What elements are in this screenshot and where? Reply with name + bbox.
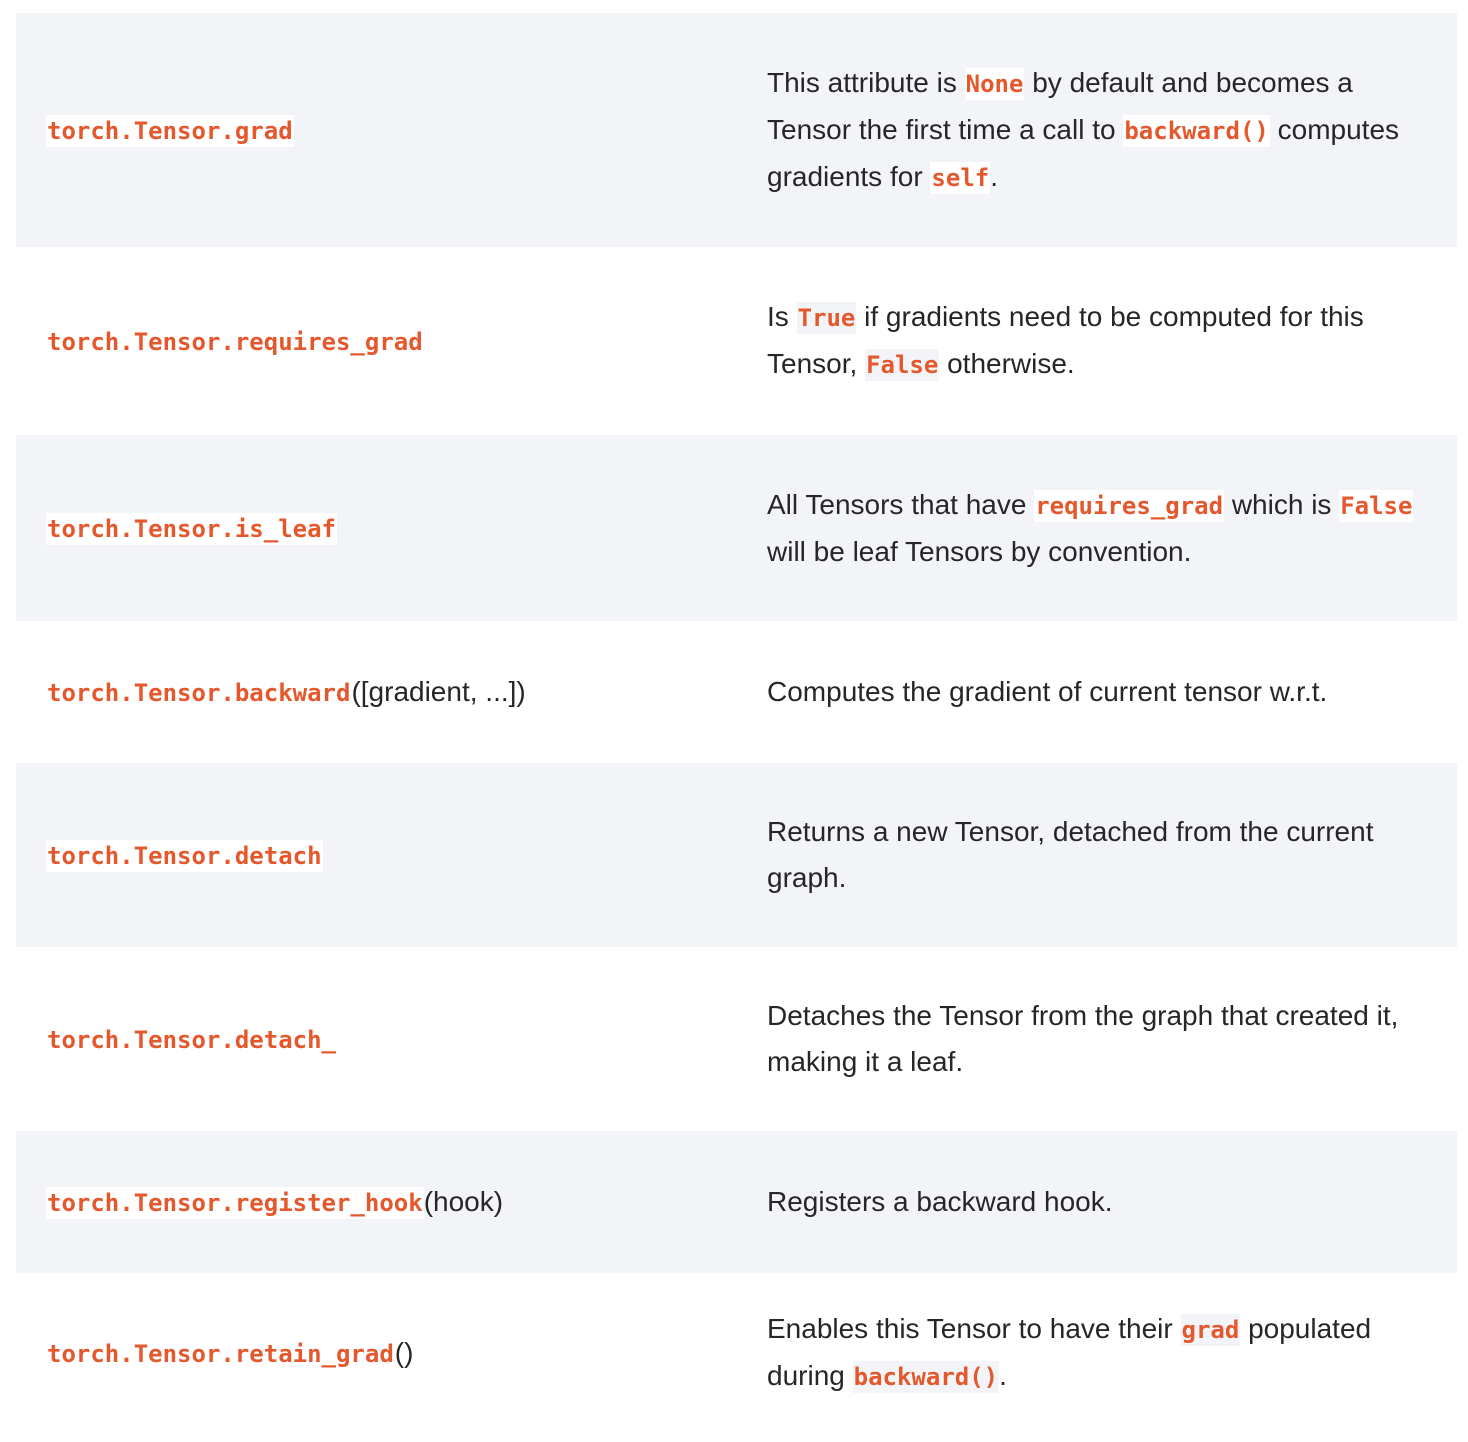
table-row	[16, 1273, 1457, 1433]
desc-text: which is	[1224, 488, 1340, 520]
api-name-cell	[16, 1179, 767, 1226]
api-name-cell	[16, 107, 767, 154]
desc-text: Computes the gradient of current tensor w.r.t.	[767, 676, 1328, 707]
desc-code: False	[1340, 491, 1413, 520]
api-description	[767, 993, 1457, 1085]
desc-text: Detaches the Tensor from the graph that created it, making it a leaf.	[767, 1000, 1399, 1077]
desc-code: self	[931, 163, 990, 192]
api-description	[767, 60, 1457, 201]
desc-text: This attribute is	[767, 66, 965, 98]
desc-text: .	[990, 160, 998, 192]
desc-text: if gradients need to be computed for this Tensor,	[767, 301, 1364, 379]
api-description	[767, 482, 1457, 575]
desc-text: Enables this Tensor to have their	[767, 1313, 1181, 1344]
api-name-link[interactable]: torch.Tensor.retain_grad	[47, 1339, 394, 1368]
table-row	[16, 947, 1457, 1131]
api-description	[767, 1306, 1457, 1400]
desc-code: backward()	[853, 1363, 999, 1391]
api-name-cell	[16, 1016, 767, 1063]
api-name-link[interactable]: torch.Tensor.grad	[47, 116, 293, 145]
table-row	[16, 763, 1457, 947]
desc-code: requires_grad	[1035, 491, 1224, 520]
api-name-cell	[16, 505, 767, 552]
desc-text: by default and becomes a Tensor the first time a call to	[767, 66, 1353, 145]
desc-text: Is	[767, 301, 797, 332]
api-description	[767, 669, 1457, 715]
desc-code: grad	[1181, 1316, 1240, 1344]
api-args: ([gradient, ...])	[351, 675, 526, 707]
api-table	[16, 13, 1457, 1433]
api-args: (hook)	[423, 1185, 504, 1217]
api-name-link[interactable]: torch.Tensor.backward	[47, 678, 351, 707]
api-description	[767, 809, 1457, 901]
api-name-cell	[16, 832, 767, 879]
desc-code: True	[797, 304, 856, 332]
desc-text: Returns a new Tensor, detached from the current graph.	[767, 816, 1374, 893]
api-name-link[interactable]: torch.Tensor.detach_	[47, 1025, 336, 1054]
api-name-link[interactable]: torch.Tensor.is_leaf	[47, 514, 336, 543]
api-name-link[interactable]: torch.Tensor.register_hook	[47, 1188, 423, 1217]
api-name-link[interactable]: torch.Tensor.requires_grad	[47, 327, 423, 356]
table-row	[16, 435, 1457, 621]
api-description	[767, 294, 1457, 388]
api-args: ()	[394, 1336, 414, 1368]
desc-code: None	[965, 69, 1024, 98]
desc-text: otherwise.	[939, 348, 1075, 379]
desc-code: False	[866, 351, 939, 379]
desc-text: All Tensors that have	[767, 488, 1035, 520]
desc-code: backward()	[1124, 116, 1269, 145]
table-row	[16, 621, 1457, 763]
desc-text: populated during	[767, 1313, 1372, 1391]
api-name-link[interactable]: torch.Tensor.detach	[47, 841, 322, 870]
desc-text: will be leaf Tensors by convention.	[767, 535, 1192, 567]
desc-text: .	[999, 1360, 1007, 1391]
table-row	[16, 13, 1457, 247]
api-name-cell	[16, 318, 767, 365]
desc-text: Registers a backward hook.	[767, 1186, 1113, 1217]
table-row	[16, 1131, 1457, 1273]
api-name-cell	[16, 1330, 767, 1377]
api-name-cell	[16, 669, 767, 716]
table-row	[16, 247, 1457, 435]
desc-text: computes gradients for	[767, 113, 1400, 192]
api-description	[767, 1179, 1457, 1225]
